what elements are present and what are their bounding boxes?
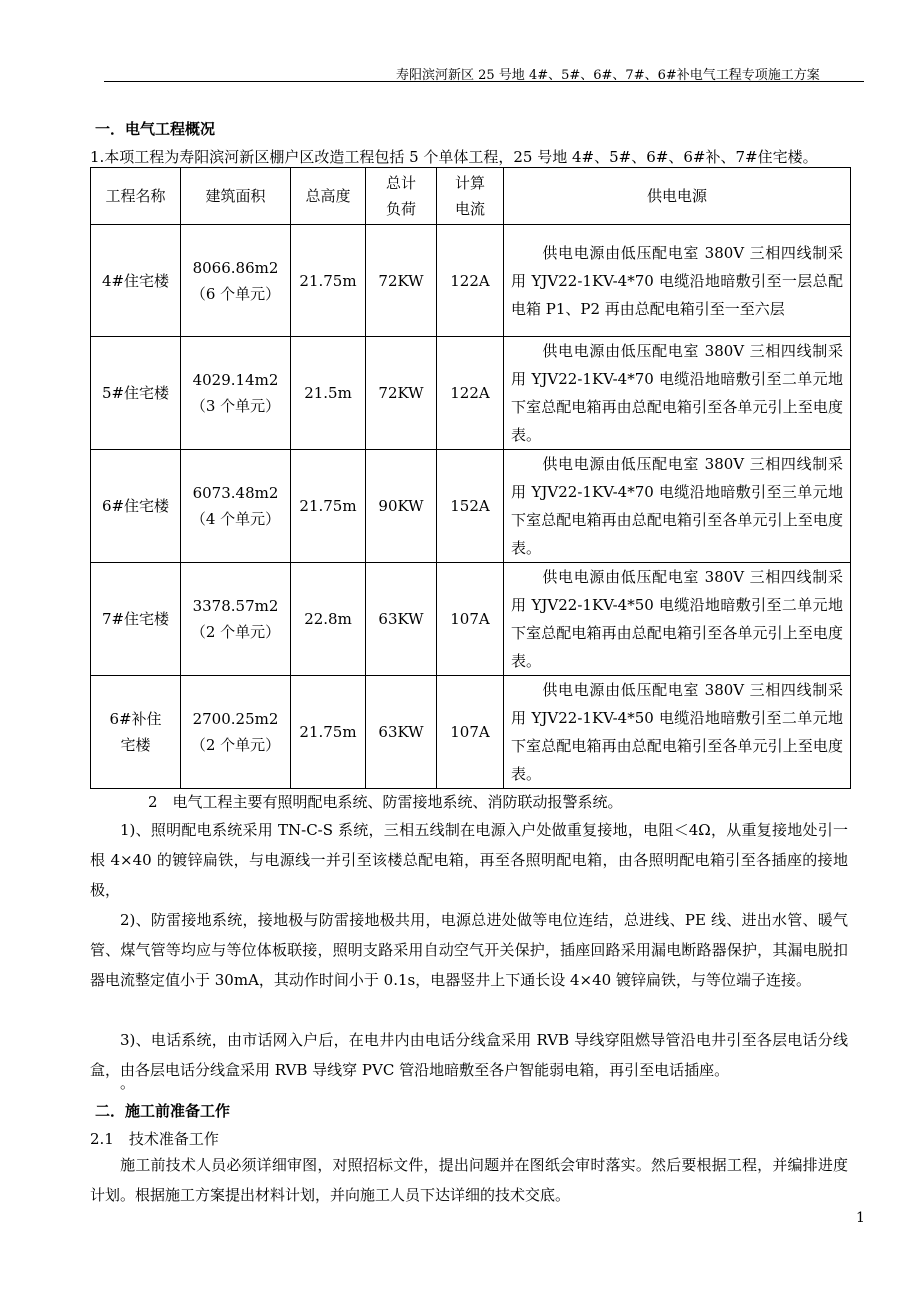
table-row: 6#补住宅楼 2700.25m2 （2 个单元） 21.75m 63KW 107A 供电电源由低压配电室 380V 三相四线制采用 YJV22-1KV-4*50 电缆沿地暗敷引至二单元地下室总配电箱再由总配电箱引至各单元引上至电度表。 xyxy=(91,676,851,789)
col-header-load: 总计 负荷 xyxy=(366,168,437,225)
paragraph-lighting: 1)、照明配电系统采用 TN-C-S 系统，三相五线制在电源入户处做重复接地，电阻＜4Ω，从重复接地处引一根 4×40 的镀锌扁铁，与电源线一并引至该楼总配电箱，再至各照明配电箱，由各照明配电箱引至各插座的接地极， xyxy=(90,821,848,899)
subsection-heading: 2.1 技术准备工作 xyxy=(90,1130,219,1148)
stray-mark: 。 xyxy=(120,1074,136,1092)
page-number: 1 xyxy=(856,1210,865,1226)
item-2: 2 电气工程主要有照明配电系统、防雷接地系统、消防联动报警系统。 xyxy=(148,793,623,811)
col-header-height: 总高度 xyxy=(291,168,366,225)
paragraph-lightning-protection: 2)、防雷接地系统，接地极与防雷接地极共用，电源总进处做等电位连结，总进线、PE 线、进出水管、暖气管、煤气管等均应与等位体板联接，照明支路采用自动空气开关保护，插座回路采用漏电断路器保护，其漏电脱扣器电流整定值小于 30mA，其动作时间小于 0.1s，电器竖井上下通长设 4×40 镀锌扁铁，与等位端子连接。 xyxy=(90,911,848,989)
table-row: 5#住宅楼 4029.14m2 （3 个单元） 21.5m 72KW 122A 供电电源由低压配电室 380V 三相四线制采用 YJV22-1KV-4*70 电缆沿地暗敷引至二单元地下室总配电箱再由总配电箱引至各单元引上至电度表。 xyxy=(91,337,851,450)
table-header-row xyxy=(91,168,851,225)
paragraph-tech-prep: 施工前技术人员必须详细审图，对照招标文件，提出问题并在图纸会审时落实。然后要根据工程，并编排进度计划。根据施工方案提出材料计划，并向施工人员下达详细的技术交底。 xyxy=(90,1156,848,1204)
table-row: 7#住宅楼 3378.57m2 （2 个单元） 22.8m 63KW 107A 供电电源由低压配电室 380V 三相四线制采用 YJV22-1KV-4*50 电缆沿地暗敷引至二单元地下室总配电箱再由总配电箱引至各单元引上至电度表。 xyxy=(91,563,851,676)
table-row: 4#住宅楼 8066.86m2 （6 个单元） 21.75m 72KW 122A 供电电源由低压配电室 380V 三相四线制采用 YJV22-1KV-4*70 电缆沿地暗敷引至一层总配电箱 P1、P2 再由总配电箱引至一至六层 xyxy=(91,225,851,337)
section-heading-2: 二．施工前准备工作 xyxy=(95,1102,231,1120)
col-header-name: 工程名称 xyxy=(91,168,181,225)
header-rule xyxy=(104,81,864,82)
running-header: 寿阳滨河新区 25 号地 4#、5#、6#、7#、6#补电气工程专项施工方案 xyxy=(396,68,820,83)
col-header-area: 建筑面积 xyxy=(181,168,291,225)
table-row: 6#住宅楼 6073.48m2 （4 个单元） 21.75m 90KW 152A 供电电源由低压配电室 380V 三相四线制采用 YJV22-1KV-4*70 电缆沿地暗敷引至三单元地下室总配电箱再由总配电箱引至各单元引上至电度表。 xyxy=(91,450,851,563)
section-heading-1: 一．电气工程概况 xyxy=(95,120,216,138)
paragraph-telephone: 3)、电话系统，由市话网入户后，在电井内由电话分线盒采用 RVB 导线穿阻燃导管沿电井引至各层电话分线盒，由各层电话分线盒采用 RVB 导线穿 PVC 管沿地暗敷至各户智能弱电箱，再引至电话插座。 xyxy=(90,1031,848,1079)
intro-paragraph: 1.本项工程为寿阳滨河新区棚户区改造工程包括 5 个单体工程，25 号地 4#、5#、6#、6#补、7#住宅楼。 xyxy=(90,148,818,166)
col-header-supply: 供电电源 xyxy=(504,168,851,225)
project-table xyxy=(90,167,851,789)
col-header-current: 计算 电流 xyxy=(437,168,504,225)
